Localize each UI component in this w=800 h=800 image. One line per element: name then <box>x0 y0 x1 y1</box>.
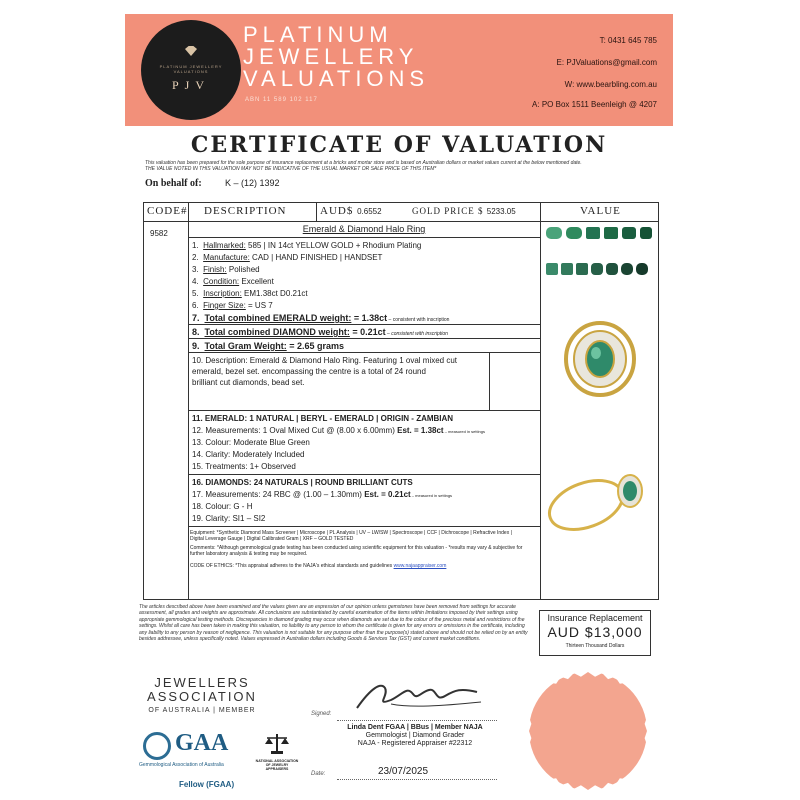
signed-label: Signed: <box>311 711 332 717</box>
embossed-seal <box>529 672 647 790</box>
jewellers-association-logo <box>147 676 257 718</box>
header-banner <box>125 14 673 126</box>
valuation-table <box>143 202 659 600</box>
emerald-clarity: 14. Clarity: Moderately Included <box>192 450 305 459</box>
spec-line: 3. Finish: Polished <box>192 265 260 274</box>
legal-footnote: The articles described above have been examined and the values given are an expression of our opinion unless gemstones have been removed from settings for accurate assessment, all grades and weights are approximate. All conclusions are substantiated by careful examination of the items within limitations imposed by their settings using appropriate gemmological testing methods. Discrepancies in diamond grading may occur when diamonds are set due to the colour of the precious metal and restrictions of the settings. Whilst all care has been taken in making this valuation, no liability to any person to whom the certificate is given for any errors or omissions in the certificate, including any liability to any person by reason of negligence. This valuation is not suitable for any purpose other than the purpose(s) stated above and should not be relied on by an entity besides addressee, unless specifically noted. Values expressed in Australian dollars including Goods & Services Tax (GST) and current market conditions. <box>139 604 528 643</box>
comments-note: Comments: *Although gemmological grade testing has been conducted using scientific equipment for this valuation - *results may vary & subjective for further laboratory analysis & testing may be required. <box>190 545 523 557</box>
gaa-subtitle: Gemmological Association of Australia <box>139 762 224 768</box>
brand-line: PLATINUM <box>243 22 393 47</box>
gram-weight-line: 9. Total Gram Weight: = 2.65 grams <box>192 341 344 351</box>
ring-side-view-image <box>544 461 654 541</box>
gold-price-header: GOLD PRICE $ 5233.05 <box>412 206 516 216</box>
website: W: www.bearbling.com.au <box>564 80 657 89</box>
phone: T: 0431 645 785 <box>599 36 657 45</box>
logo-arc-text: PLATINUM JEWELLERY VALUATIONS <box>159 64 223 74</box>
code-header: CODE# <box>147 205 188 217</box>
emerald-weight-line: 7. Total combined EMERALD weight: = 1.38ct – consistent with inscription <box>192 313 450 323</box>
handwritten-signature <box>351 678 491 714</box>
item-code: 9582 <box>150 229 168 238</box>
insurance-amount: AUD $13,000 <box>547 624 643 640</box>
date-label: Date: <box>311 771 326 777</box>
behalf-value: K – (12) 1392 <box>225 178 280 188</box>
value-header: VALUE <box>580 205 621 217</box>
scales-icon <box>264 732 290 754</box>
email: E: PJValuations@gmail.com <box>556 58 657 67</box>
insurance-box <box>539 610 651 656</box>
ethics-link[interactable]: www.najaappraiser.com <box>393 563 447 569</box>
disclaimer-line: This valuation has been prepared for the sole purpose of insurance replacement at a bricks and mortar store and is based on Australian dollars or market values current at the below mentioned date. <box>145 160 582 166</box>
description-paragraph: 10. Description: Emerald & Diamond Halo Ring. Featuring 1 oval mixed cut emerald, bezel set. encompassing the centre is a total of 24 round brilliant cut diamonds, bead set. <box>192 356 458 387</box>
insurance-label: Insurance Replacement <box>547 613 643 623</box>
diamond-measurements: 17. Measurements: 24 RBC @ (1.00 – 1.30mm) Est. = 0.21ct – measured in settings <box>192 490 453 499</box>
pjv-logo <box>141 20 241 120</box>
equipment-note: Equipment: *Synthetic Diamond Mass Screener | Microscope | PL Analysis | UV – LW/SW | Spectroscope | CCF | Dichroscope | Refractive Index | Digital Leverage Gauge | Digital Calibrated Gram | XRF – GOLD TESTED <box>190 530 512 542</box>
ja-line: ASSOCIATION <box>147 689 257 704</box>
naja-name: NATIONAL ASSOCIATION OF JEWELRY APPRAISERS <box>255 759 299 771</box>
emerald-measurements: 12. Measurements: 1 Oval Mixed Cut @ (8.00 x 6.00mm) Est. = 1.38ct – measured in settings <box>192 426 485 435</box>
emerald-section-heading: 11. EMERALD: 1 NATURAL | BERYL - EMERALD | ORIGIN - ZAMBIAN <box>192 414 454 423</box>
insurance-words: Thirteen Thousand Dollars <box>565 643 625 649</box>
gaa-logo <box>139 730 243 790</box>
emerald-treatments: 15. Treatments: 1+ Observed <box>192 462 296 471</box>
diamond-colour: 18. Colour: G - H <box>192 502 253 511</box>
diamond-section-heading: 16. DIAMONDS: 24 NATURALS | ROUND BRILLIANT CUTS <box>192 478 413 487</box>
spec-line: 2. Manufacture: CAD | HAND FINISHED | HANDSET <box>192 253 383 262</box>
abn: ABN 11 589 102 117 <box>245 97 318 103</box>
diamond-icon <box>185 46 197 56</box>
disclaimer-line: THE VALUE NOTED IN THIS VALUATION MAY NOT BE INDICATIVE OF THE USUAL MARKET OR SALE PRICE OF THIS ITEM* <box>145 166 437 172</box>
signer-role: Gemmologist | Diamond Grader <box>365 732 465 739</box>
document-title: CERTIFICATE OF VALUATION <box>190 132 608 158</box>
ja-member-line: OF AUSTRALIA | MEMBER <box>148 707 256 714</box>
address: A: PO Box 1511 Beenleigh @ 4207 <box>532 100 657 109</box>
brand-line: JEWELLERY <box>243 44 419 69</box>
signer-details <box>335 724 495 748</box>
gaa-name: GAA <box>175 730 229 756</box>
behalf-label: On behalf of: <box>145 178 202 189</box>
logo-initials: PJV <box>171 78 210 92</box>
signer-name: Linda Dent FGAA | BBus | Member NAJA <box>347 724 483 731</box>
diamond-clarity: 19. Clarity: SI1 – SI2 <box>192 514 266 523</box>
description-header: DESCRIPTION <box>204 205 287 217</box>
ja-line: JEWELLERS <box>154 675 250 690</box>
aud-header: AUD$ 0.6552 <box>320 205 382 217</box>
certificate-date: 23/07/2025 <box>377 766 429 777</box>
ring-top-view-image <box>544 315 654 405</box>
brand-line: VALUATIONS <box>243 66 430 91</box>
gaa-fellow: Fellow (FGAA) <box>179 780 235 789</box>
emerald-colour: 13. Colour: Moderate Blue Green <box>192 438 310 447</box>
diamond-weight-line: 8. Total combined DIAMOND weight: = 0.21ct – consistent with inscription <box>192 327 448 337</box>
spec-line: 5. Inscription: EM1.38ct D0.21ct <box>192 289 308 298</box>
certificate-page <box>125 14 673 789</box>
spec-line: 1. Hallmarked: 585 | IN 14ct YELLOW GOLD + Rhodium Plating <box>192 241 422 250</box>
naja-logo <box>255 732 299 771</box>
gaa-emblem-icon <box>143 732 171 760</box>
signer-registration: NAJA - Registered Appraiser #22312 <box>357 740 473 747</box>
item-title: Emerald & Diamond Halo Ring <box>302 224 426 234</box>
brand-name <box>243 24 429 90</box>
ethics-note: CODE OF ETHICS: *This appraisal adheres to the NAJA's ethical standards and guidelines www.najaappraiser.com <box>190 563 447 569</box>
spec-line: 6. Finger Size: = US 7 <box>192 301 273 310</box>
emerald-colour-chart <box>544 225 654 283</box>
disclaimer <box>145 160 665 172</box>
spec-line: 4. Condition: Excellent <box>192 277 274 286</box>
